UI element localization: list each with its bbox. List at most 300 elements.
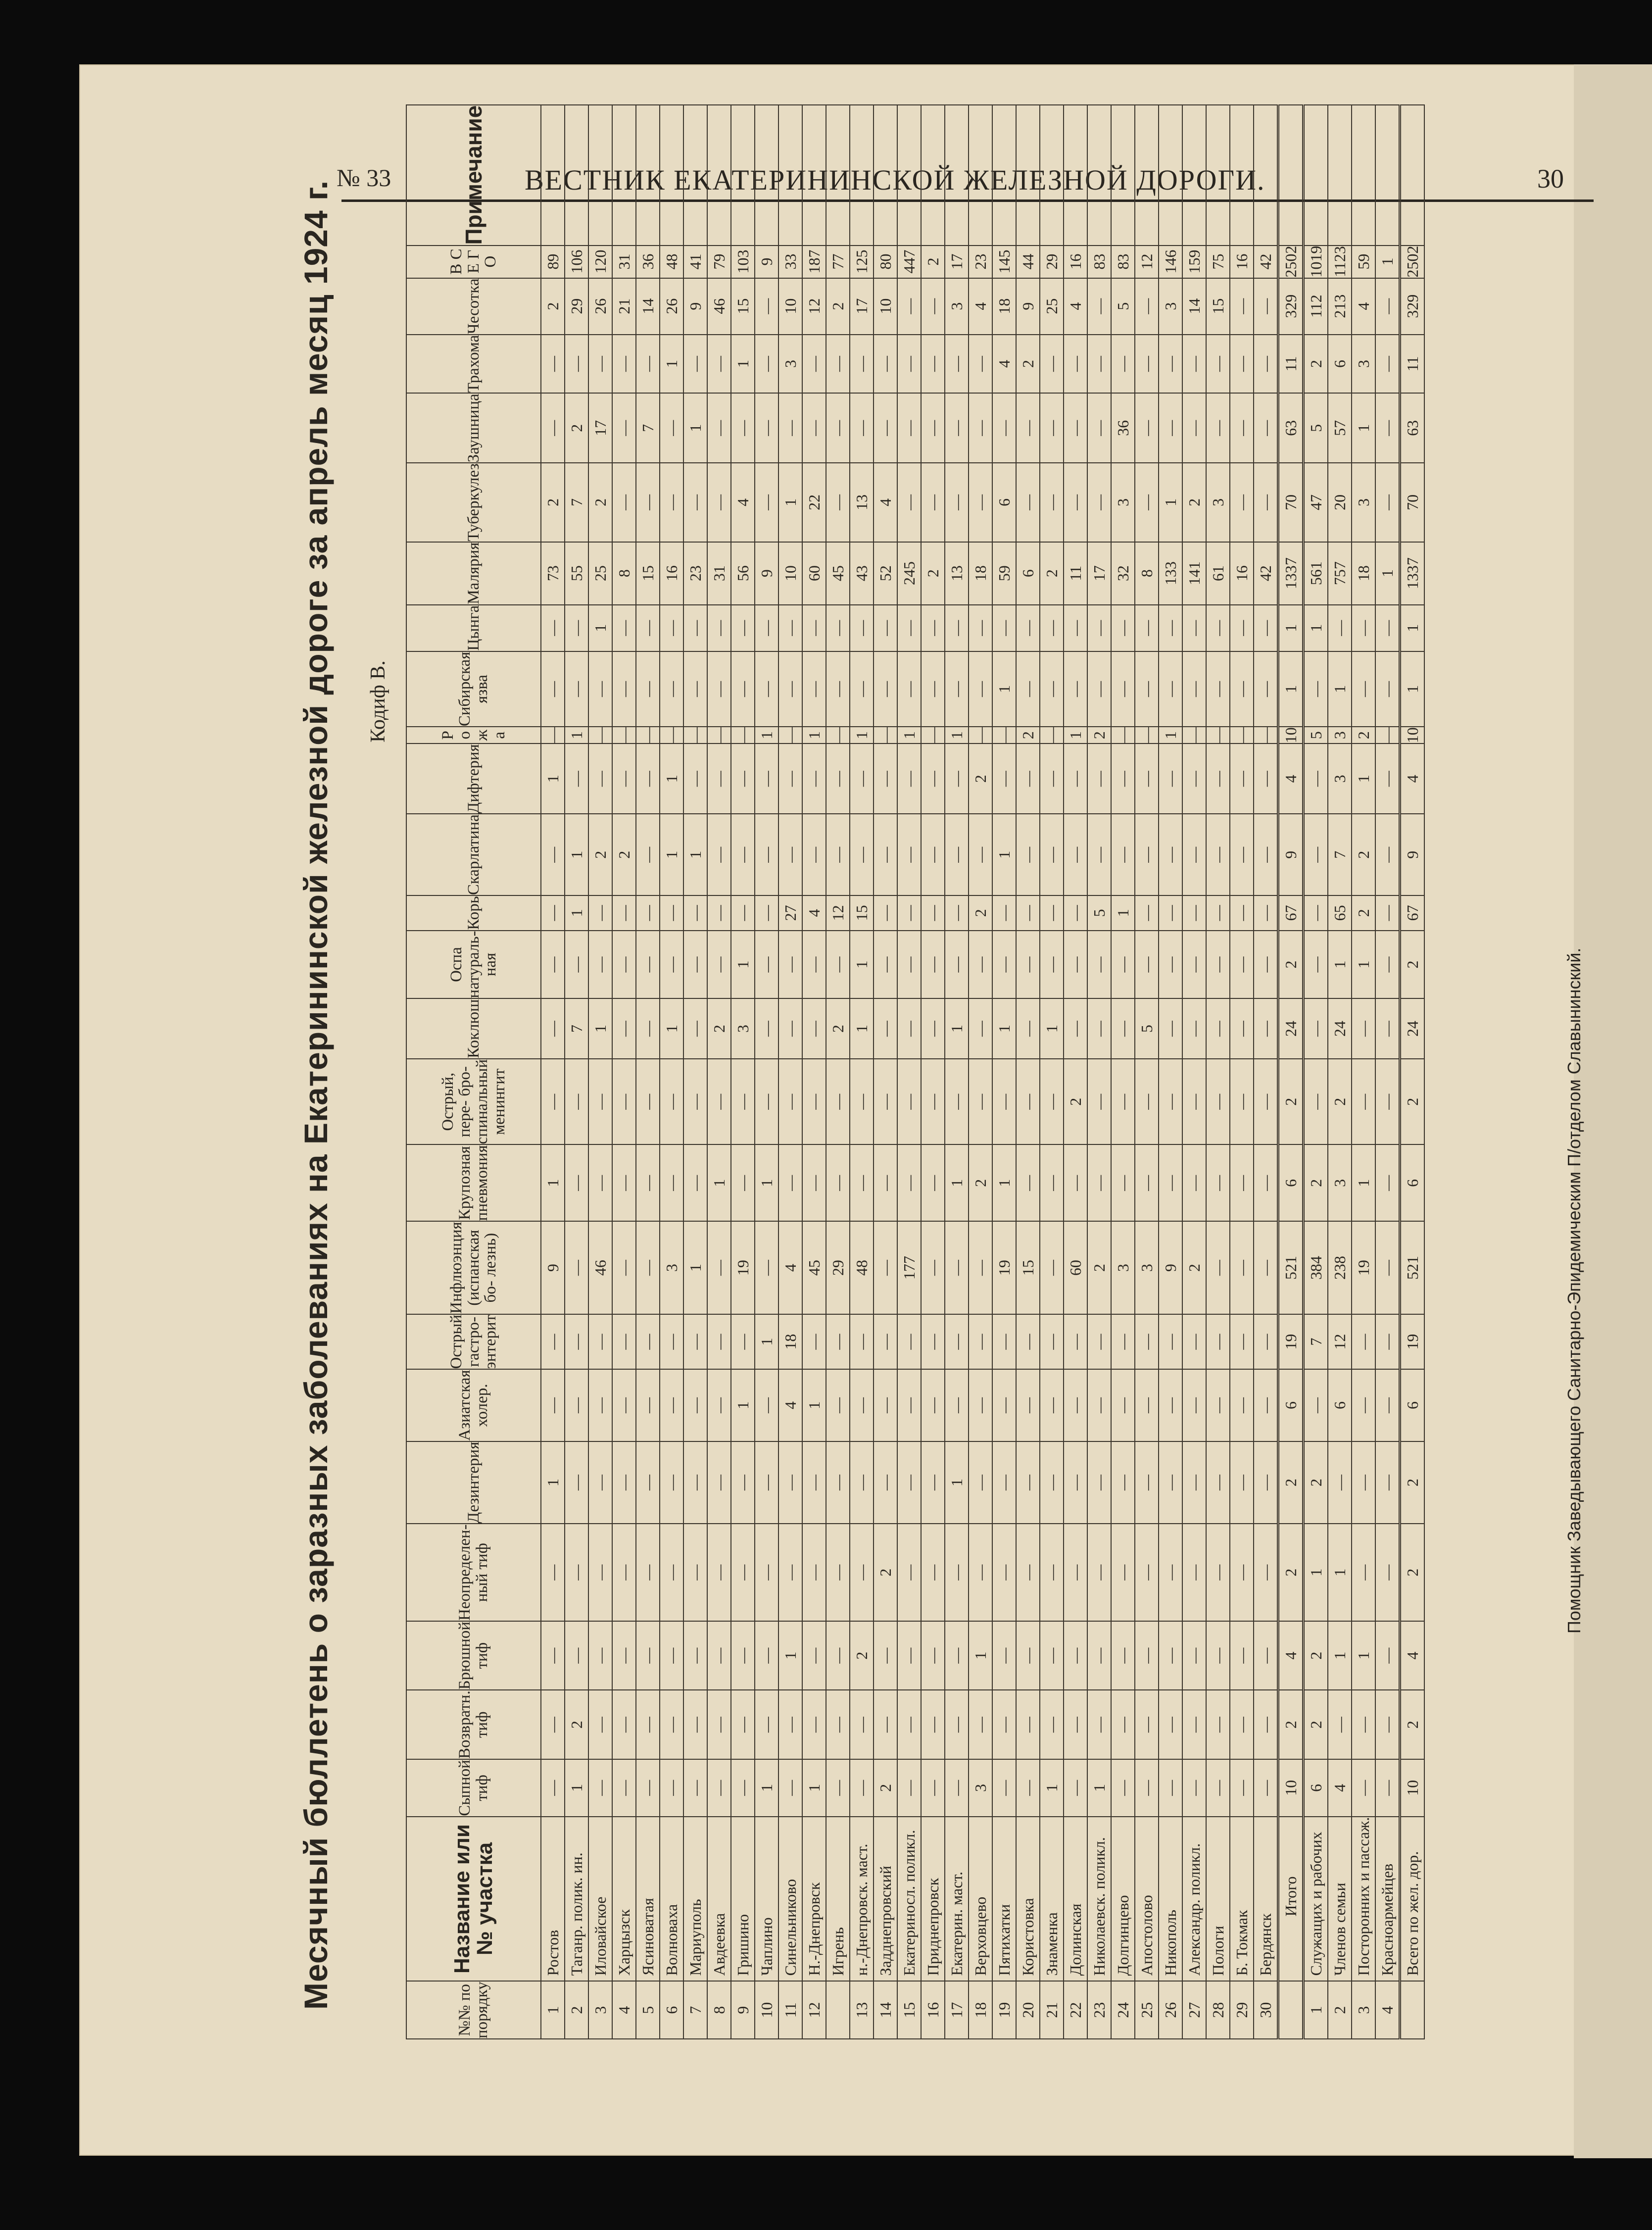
cell-value: 42 [1254, 246, 1278, 278]
cell-value: — [541, 651, 565, 727]
cell-value: — [1254, 335, 1278, 393]
cell-value: 1 [660, 998, 683, 1058]
cell-value: — [778, 814, 802, 895]
cell-value: — [1328, 1441, 1352, 1524]
cell-value: 2 [565, 393, 588, 463]
row-name: Пятихатки [992, 1817, 1016, 1982]
cell-value: — [802, 1621, 826, 1690]
cell-value: — [1352, 1369, 1375, 1441]
row-name: Чаплино [755, 1817, 778, 1982]
cell-value: 4 [1278, 743, 1304, 814]
cell-value: — [874, 1441, 897, 1524]
cell-value: 329 [1278, 278, 1304, 335]
cell-value: — [1352, 1524, 1375, 1621]
cell-value: 9 [541, 1221, 565, 1314]
cell-value: 3 [1206, 463, 1230, 542]
cell-value: — [826, 393, 850, 463]
table-row [1328, 105, 1352, 2039]
row-index: 18 [969, 1981, 992, 2039]
cell-value: — [588, 931, 612, 999]
cell-value: — [1159, 998, 1182, 1058]
cell-value: — [707, 1369, 731, 1441]
cell-value: 61 [1206, 542, 1230, 605]
cell-value: — [874, 1059, 897, 1145]
cell-value: — [1182, 1441, 1206, 1524]
cell-value: — [612, 1524, 636, 1621]
cell-value: — [1111, 814, 1135, 895]
cell-value: — [1254, 998, 1278, 1058]
cell-value: 1 [1278, 605, 1304, 651]
row-name: Иловайское [588, 1817, 612, 1982]
cell-value: — [992, 1759, 1016, 1817]
cell-value: 1 [1159, 463, 1182, 542]
cell-value: — [921, 1221, 945, 1314]
cell-value: — [874, 651, 897, 727]
cell-value: — [683, 998, 707, 1058]
cell-value: 1 [1159, 727, 1182, 743]
row-name: Авдеевка [707, 1817, 731, 1982]
row-index: 19 [992, 1981, 1016, 2039]
cell-value: 83 [1087, 246, 1111, 278]
cell-value: — [945, 1314, 969, 1370]
cell-value: — [969, 651, 992, 727]
cell-value: — [874, 393, 897, 463]
cell-value: — [1254, 1524, 1278, 1621]
cell-value: 1337 [1278, 542, 1304, 605]
cell-value: — [992, 743, 1016, 814]
cell-value: — [755, 1690, 778, 1759]
cell-value: — [1111, 727, 1135, 743]
page-number: 30 [1537, 164, 1564, 194]
cell-value: — [1159, 605, 1182, 651]
cell-value: — [636, 651, 660, 727]
cell-value: — [1206, 1621, 1230, 1690]
row-index: 9 [731, 1981, 755, 2039]
cell-value: 1 [565, 895, 588, 930]
cell-value: — [588, 743, 612, 814]
cell-value: — [588, 1441, 612, 1524]
cell-value: — [1352, 1059, 1375, 1145]
cell-value: 17 [1087, 542, 1111, 605]
cell-value: — [778, 998, 802, 1058]
row-index [1400, 1981, 1425, 2039]
cell-value: — [636, 1221, 660, 1314]
cell-value: — [1182, 998, 1206, 1058]
note-cell [945, 105, 969, 246]
cell-value: 3 [731, 998, 755, 1058]
cell-value: 77 [826, 246, 850, 278]
cell-value: — [1135, 1059, 1159, 1145]
cell-value: — [850, 1144, 874, 1221]
cell-value: — [565, 1369, 588, 1441]
row-name: Игрень [826, 1817, 850, 1982]
cell-value: — [969, 335, 992, 393]
table-row [921, 105, 945, 2039]
cell-value: 329 [1400, 278, 1425, 335]
row-name: Приднепровск [921, 1817, 945, 1982]
cell-value: 17 [588, 393, 612, 463]
cell-value: — [707, 743, 731, 814]
cell-value: — [1375, 895, 1400, 930]
cell-value: — [921, 605, 945, 651]
cell-value: — [755, 998, 778, 1058]
cell-value: — [1087, 651, 1111, 727]
cell-value: — [850, 743, 874, 814]
cell-value: — [1111, 651, 1135, 727]
cell-value: — [850, 605, 874, 651]
cell-value: 10 [1400, 1759, 1425, 1817]
cell-value: — [969, 1369, 992, 1441]
cell-value: — [755, 814, 778, 895]
cell-value: — [969, 814, 992, 895]
cell-value: — [897, 651, 921, 727]
cell-value: 11 [1278, 335, 1304, 393]
cell-value: — [1206, 895, 1230, 930]
header-disease: Брюшной тиф [406, 1621, 541, 1690]
row-index: 25 [1135, 1981, 1159, 2039]
bulletin-title: Месячный бюллетень о заразных заболеваниях на Екатерининской железной дороге за апрель месяц 1924 г. [297, 180, 334, 2010]
cell-value: — [921, 1621, 945, 1690]
cell-value: 2 [588, 814, 612, 895]
note-cell [636, 105, 660, 246]
cell-value: — [1182, 605, 1206, 651]
header-disease: Оспа натураль- ная [406, 931, 541, 999]
cell-value: — [778, 1144, 802, 1221]
row-name: Задднепровский [874, 1817, 897, 1982]
journal-title: ВЕСТНИК ЕКАТЕРИНИНСКОЙ ЖЕЛЕЗНОЙ ДОРОГИ. [525, 164, 1265, 196]
cell-value: — [755, 335, 778, 393]
row-name: Ростов [541, 1817, 565, 1982]
cell-value: — [612, 895, 636, 930]
cell-value: 15 [1016, 1221, 1040, 1314]
cell-value: — [921, 335, 945, 393]
cell-value: — [565, 1144, 588, 1221]
cell-value: — [1040, 463, 1064, 542]
cell-value: — [1111, 1621, 1135, 1690]
cell-value: — [1040, 1314, 1064, 1370]
cell-value: — [1254, 931, 1278, 999]
row-name: Користовка [1016, 1817, 1040, 1982]
cell-value: — [1040, 727, 1064, 743]
cell-value: — [1040, 1621, 1064, 1690]
cell-value: — [897, 895, 921, 930]
cell-value: — [1040, 393, 1064, 463]
cell-value: — [1087, 743, 1111, 814]
cell-value: — [588, 335, 612, 393]
header-name: Название или № участка [406, 1817, 541, 1982]
cell-value: 1 [565, 814, 588, 895]
row-name: Апостолово [1135, 1817, 1159, 1982]
cell-value: 7 [636, 393, 660, 463]
cell-value: — [755, 931, 778, 999]
cell-value: — [1064, 1369, 1087, 1441]
cell-value: 2 [612, 814, 636, 895]
row-name: Таганр. полик. ин. [565, 1817, 588, 1982]
cell-value: — [731, 393, 755, 463]
table-row [1111, 105, 1135, 2039]
row-name: Гришино [731, 1817, 755, 1982]
cell-value: 1 [1040, 1759, 1064, 1817]
header-disease: Заушница [406, 393, 541, 463]
cell-value: — [1016, 1314, 1040, 1370]
header-disease: Острый гастро- энтерит [406, 1314, 541, 1370]
cell-value: — [731, 1524, 755, 1621]
cell-value: — [1182, 1621, 1206, 1690]
cell-value: 4 [1328, 1759, 1352, 1817]
cell-value: 89 [541, 246, 565, 278]
cell-value: — [1230, 1314, 1254, 1370]
cell-value: — [1230, 895, 1254, 930]
cell-value: — [1254, 393, 1278, 463]
header-disease: Дезинтерия [406, 1441, 541, 1524]
cell-value: 18 [1352, 542, 1375, 605]
cell-value: — [1230, 727, 1254, 743]
cell-value: — [565, 743, 588, 814]
cell-value: 1 [588, 605, 612, 651]
cell-value: — [1064, 463, 1087, 542]
cell-value: 65 [1328, 895, 1352, 930]
cell-value: 2 [874, 1524, 897, 1621]
cell-value: 23 [969, 246, 992, 278]
cell-value: — [1375, 727, 1400, 743]
cell-value: 1 [945, 727, 969, 743]
cell-value: 2 [969, 895, 992, 930]
cell-value: — [874, 1690, 897, 1759]
row-name: Синельниково [778, 1817, 802, 1982]
cell-value: — [969, 1221, 992, 1314]
row-name: Бердянск [1254, 1817, 1278, 1982]
cell-value: — [778, 651, 802, 727]
cell-value: — [1230, 1369, 1254, 1441]
cell-value: 1 [850, 998, 874, 1058]
cell-value: 1 [802, 1759, 826, 1817]
cell-value: 2 [1064, 1059, 1087, 1145]
cell-value: — [1182, 727, 1206, 743]
cell-value: — [802, 743, 826, 814]
cell-value: — [874, 605, 897, 651]
cell-value: — [992, 1441, 1016, 1524]
cell-value: 4 [802, 895, 826, 930]
cell-value: — [755, 743, 778, 814]
cell-value: — [612, 1621, 636, 1690]
cell-value: — [1159, 1059, 1182, 1145]
cell-value: 47 [1304, 463, 1328, 542]
cell-value: — [1087, 335, 1111, 393]
note-cell [826, 105, 850, 246]
cell-value: — [992, 1621, 1016, 1690]
cell-value: — [636, 814, 660, 895]
cell-value: — [1375, 1314, 1400, 1370]
cell-value: 1 [992, 814, 1016, 895]
cell-value: — [1111, 605, 1135, 651]
cell-value: 1 [1352, 1621, 1375, 1690]
cell-value: 26 [660, 278, 683, 335]
cell-value: — [636, 1369, 660, 1441]
row-name: н.-Днепровск. маст. [850, 1817, 874, 1982]
cell-value: 1 [755, 1144, 778, 1221]
cell-value: — [660, 1441, 683, 1524]
cell-value: — [874, 814, 897, 895]
cell-value: — [707, 1690, 731, 1759]
cell-value: — [612, 335, 636, 393]
cell-value: 10 [1278, 1759, 1304, 1817]
cell-value: — [1064, 1441, 1087, 1524]
cell-value: — [945, 463, 969, 542]
cell-value: 1 [660, 335, 683, 393]
cell-value: — [921, 727, 945, 743]
cell-value: — [1087, 1690, 1111, 1759]
table-row [992, 105, 1016, 2039]
cell-value: — [1016, 1441, 1040, 1524]
cell-value: 2 [1087, 727, 1111, 743]
cell-value: 60 [1064, 1221, 1087, 1314]
cell-value: 29 [826, 1221, 850, 1314]
cell-value: 2 [1016, 335, 1040, 393]
cell-value: — [636, 1314, 660, 1370]
cell-value: — [1087, 1369, 1111, 1441]
cell-value: — [1135, 931, 1159, 999]
note-cell [1111, 105, 1135, 246]
cell-value: — [1135, 727, 1159, 743]
cell-value: 1 [778, 463, 802, 542]
cell-value: — [1159, 1690, 1182, 1759]
cell-value: — [1206, 727, 1230, 743]
header-disease: Коклюш [406, 998, 541, 1058]
cell-value: — [826, 1621, 850, 1690]
cell-value: — [1159, 1314, 1182, 1370]
cell-value: 7 [565, 463, 588, 542]
cell-value: — [1352, 1690, 1375, 1759]
cell-value: — [1159, 335, 1182, 393]
cell-value: 3 [1159, 278, 1182, 335]
cell-value: — [850, 1369, 874, 1441]
cell-value: — [850, 1059, 874, 1145]
cell-value: — [1159, 895, 1182, 930]
cell-value: 187 [802, 246, 826, 278]
cell-value: — [1064, 998, 1087, 1058]
row-name: Н.-Днепровск [802, 1817, 826, 1982]
header-disease: Трахома [406, 335, 541, 393]
cell-value: 177 [897, 1221, 921, 1314]
note-cell [612, 105, 636, 246]
cell-value: 7 [565, 998, 588, 1058]
cell-value: — [707, 895, 731, 930]
cell-value: — [1254, 1369, 1278, 1441]
row-index: 22 [1064, 1981, 1087, 2039]
cell-value: — [897, 278, 921, 335]
row-index: 12 [802, 1981, 826, 2039]
cell-value: — [1375, 1221, 1400, 1314]
note-cell [1400, 105, 1425, 246]
cell-value: 1 [565, 727, 588, 743]
cell-value: 1019 [1304, 246, 1328, 278]
cell-value: — [1040, 1441, 1064, 1524]
cell-value: 29 [565, 278, 588, 335]
table-row [1400, 105, 1425, 2039]
cell-value: 36 [636, 246, 660, 278]
cell-value: — [992, 1369, 1016, 1441]
cell-value: 2 [1400, 1441, 1425, 1524]
cell-value: — [683, 651, 707, 727]
cell-value: 4 [1352, 278, 1375, 335]
cell-value: — [707, 393, 731, 463]
table-row [1230, 105, 1254, 2039]
note-cell [1087, 105, 1111, 246]
cell-value: — [1016, 998, 1040, 1058]
cell-value: — [565, 1059, 588, 1145]
cell-value: — [636, 727, 660, 743]
cell-value: 2 [1400, 931, 1425, 999]
cell-value: — [660, 1690, 683, 1759]
cell-value: 19 [1278, 1314, 1304, 1370]
cell-value: — [636, 1144, 660, 1221]
cell-value: 44 [1016, 246, 1040, 278]
cell-value: — [826, 1524, 850, 1621]
header-disease: В С Е Г О [406, 246, 541, 278]
cell-value: — [707, 1759, 731, 1817]
cell-value: — [588, 1144, 612, 1221]
cell-value: — [1304, 651, 1328, 727]
cell-value: 1 [969, 1621, 992, 1690]
cell-value: 2 [541, 463, 565, 542]
cell-value: — [921, 278, 945, 335]
cell-value: 45 [802, 1221, 826, 1314]
cell-value: — [897, 1524, 921, 1621]
cell-value: 10 [778, 542, 802, 605]
cell-value: — [1254, 1441, 1278, 1524]
cell-value: — [1087, 1441, 1111, 1524]
cell-value: 4 [874, 463, 897, 542]
note-cell [660, 105, 683, 246]
cell-value: — [921, 1144, 945, 1221]
note-cell [1352, 105, 1375, 246]
header-index: №№ по порядку [406, 1981, 541, 2039]
cell-value: — [1064, 393, 1087, 463]
cell-value: — [1230, 1759, 1254, 1817]
cell-value: 521 [1278, 1221, 1304, 1314]
cell-value: — [636, 743, 660, 814]
cell-value: — [992, 393, 1016, 463]
cell-value: — [588, 1369, 612, 1441]
cell-value: — [1254, 1621, 1278, 1690]
cell-value: — [969, 1524, 992, 1621]
cell-value: — [1230, 814, 1254, 895]
note-cell [1230, 105, 1254, 246]
cell-value: — [1111, 743, 1135, 814]
row-index: 28 [1206, 1981, 1230, 2039]
cell-value: — [683, 1524, 707, 1621]
header-disease: Скарлатина [406, 814, 541, 895]
row-name: Александр. поликл. [1182, 1817, 1206, 1982]
cell-value: — [826, 335, 850, 393]
cell-value: 2502 [1400, 246, 1425, 278]
cell-value: — [755, 393, 778, 463]
cell-value: — [969, 727, 992, 743]
cell-value: — [683, 1059, 707, 1145]
cell-value: — [1230, 1524, 1254, 1621]
cell-value: 2 [969, 1144, 992, 1221]
cell-value: 4 [778, 1369, 802, 1441]
cell-value: 1 [541, 743, 565, 814]
cell-value: 6 [1278, 1144, 1304, 1221]
cell-value: — [612, 651, 636, 727]
row-name: Долинская [1064, 1817, 1087, 1982]
cell-value: — [612, 998, 636, 1058]
cell-value: 6 [992, 463, 1016, 542]
cell-value: 79 [707, 246, 731, 278]
cell-value: — [565, 1221, 588, 1314]
cell-value: — [1304, 895, 1328, 930]
